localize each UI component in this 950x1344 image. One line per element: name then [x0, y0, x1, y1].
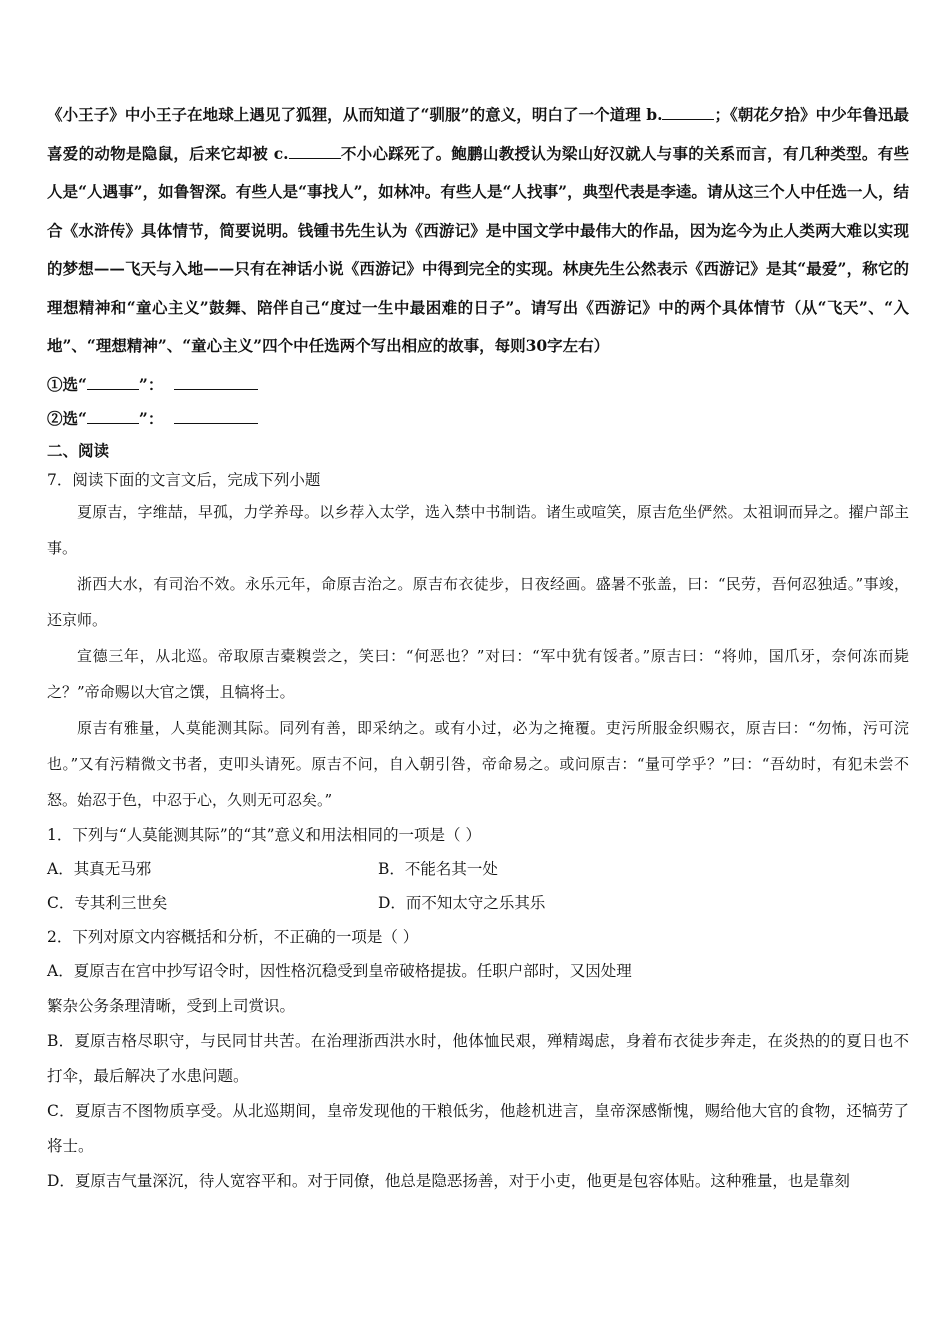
option-2a-line-1[interactable]: A．夏原吉在宫中抄写诏令时，因性格沉稳受到皇帝破格提拔。任职户部时，又因处理: [47, 961, 632, 980]
passage-paragraph-3: 宣德三年，从北巡。帝取原吉橐糗尝之，笑曰：“何恶也？”对曰：“军中犹有馁者。”原吉曰：“将帅，国爪牙，奈何冻而毙之？”帝命赐以大官之馔，且犒将士。: [47, 646, 909, 701]
intro-text-part3: 不小心踩死了。鲍鹏山教授认为梁山好汉就人与事的关系而言，有几种类型。有些人是“人遇事”，如鲁智深。有些人是“事找人”，如林冲。有些人是“人找事”，典型代表是李逵。请从这三个人中任选一人，结合《水浒传》具体情节，简要说明。钱锺书先生认为《西游记》是中国文学中最伟大的作品，因为迄今为止人类两大难以实现的梦想——飞天与入地——只有在神话小说《西游记》中得到完全的实现。林庚先生公然表示《西游记》是其“最爱”，称它的理想精神和“童心主义”鼓舞、陪伴自己“度过一生中最困难的日子”。请写出《西游记》中的两个具体情节（从“飞天”、“入地”、“理想精神”、“童心主义”四个中任选两个写出相应的故事，每则30字左右）: [47, 143, 909, 355]
exam-page: [47, 96, 909, 1199]
intro-text-part1: 《小王子》中小王子在地球上遇见了狐狸，从而知道了“驯服”的意义，明白了一个道理 b.: [47, 105, 663, 124]
subquestion-1-options-row-1: [47, 852, 909, 886]
answer-blank-b[interactable]: [662, 105, 714, 120]
classical-passage: [47, 494, 909, 818]
choice-line-2: [47, 402, 909, 436]
choice-line-1: [47, 368, 909, 402]
subquestion-1-stem: 1．下列与“人莫能测其际”的“其”意义和用法相同的一项是（ ）: [47, 825, 481, 844]
option-2d[interactable]: D．夏原吉气量深沉，待人宽容平和。对于同僚，他总是隐恶扬善，对于小吏，他更是包容体贴。这种雅量，也是靠刻: [47, 1171, 850, 1190]
answer-blank-c[interactable]: [289, 144, 341, 159]
intro-text-part2: ；《朝花夕拾》中少年鲁迅最喜爱的动物是隐鼠，后来它却被 c.: [47, 105, 909, 163]
choice-1-suffix: ”：: [138, 374, 164, 394]
option-1d[interactable]: D．而不知太守之乐其乐: [378, 893, 546, 912]
choice-2-prefix: ②选“: [47, 408, 87, 428]
option-1b[interactable]: B．不能名其一处: [378, 859, 498, 878]
intro-paragraph: [47, 96, 909, 366]
passage-paragraph-4: 原吉有雅量，人莫能测其际。同列有善，即采纳之。或有小过，必为之掩覆。吏污所服金织赐衣，原吉曰：“勿怖，污可浣也。”又有污精微文书者，吏叩头请死。原吉不问，自入朝引咎，帝命易之。或问原吉：“量可学乎？”曰：“吾幼时，有犯未尝不怒。始忍于色，中忍于心，久则无可忍矣。”: [47, 718, 909, 809]
question-7-stem: 7．阅读下面的文言文后，完成下列小题: [47, 470, 321, 489]
section-title-reading: 二、阅读: [47, 440, 110, 460]
choice-1-topic-blank[interactable]: [87, 375, 139, 390]
passage-paragraph-2: 浙西大水，有司治不效。永乐元年，命原吉治之。原吉布衣徒步，日夜经画。盛暑不张盖，曰：“民劳，吾何忍独适。”事竣，还京师。: [47, 574, 909, 629]
choice-2-suffix: ”：: [138, 408, 164, 428]
choice-2-topic-blank[interactable]: [87, 409, 139, 424]
option-2a-line-2[interactable]: 繁杂公务条理清晰，受到上司赏识。: [47, 996, 296, 1015]
option-1a[interactable]: A．其真无马邪: [47, 859, 152, 878]
choice-1-prefix: ①选“: [47, 374, 87, 394]
option-1c[interactable]: C．专其利三世矣: [47, 893, 168, 912]
option-2b[interactable]: B．夏原吉格尽职守，与民同甘共苦。在治理浙西洪水时，他体恤民艰，殚精竭虑，身着布衣徒步奔走，在炎热的的夏日也不打伞，最后解决了水患问题。: [47, 1031, 909, 1085]
choice-1-answer-blank[interactable]: [174, 375, 258, 390]
option-2c[interactable]: C．夏原吉不图物质享受。从北巡期间，皇帝发现他的干粮低劣，他趁机进言，皇帝深感惭愧，赐给他大官的食物，还犒劳了将士。: [47, 1101, 909, 1155]
subquestion-1-options-row-2: [47, 886, 909, 920]
subquestion-2-stem: 2．下列对原文内容概括和分析，不正确的一项是（ ）: [47, 927, 419, 946]
passage-paragraph-1: 夏原吉，字维喆，早孤，力学养母。以乡荐入太学，选入禁中书制诰。诸生或喧笑，原吉危坐俨然。太祖诇而异之。擢户部主事。: [47, 502, 909, 557]
choice-2-answer-blank[interactable]: [174, 409, 258, 424]
